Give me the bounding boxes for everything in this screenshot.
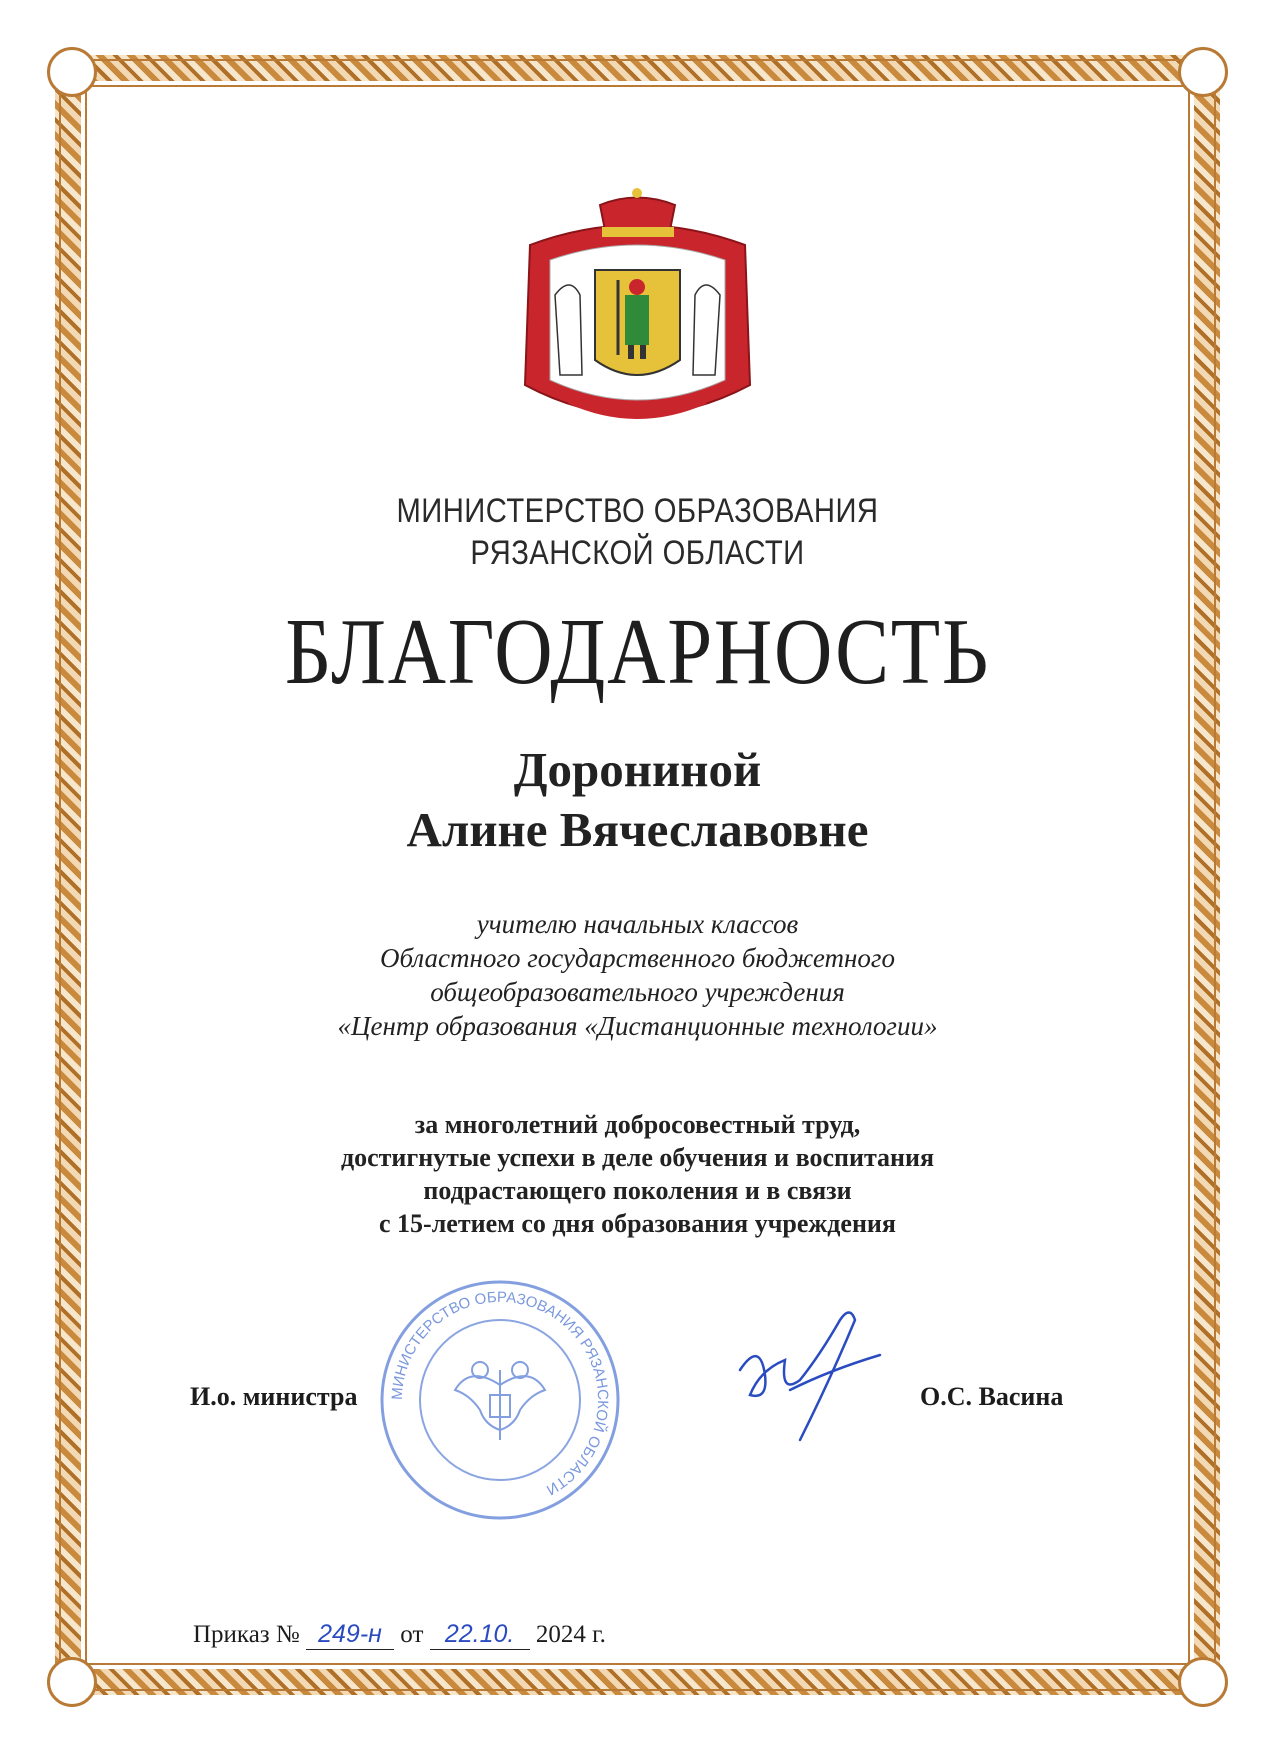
order-number: 249-н <box>306 1620 394 1650</box>
corner-ornament <box>47 47 97 97</box>
order-reference <box>193 1620 606 1650</box>
position-line: «Центр образования «Дистанционные технологии» <box>337 1011 938 1041</box>
position-line: общеобразовательного учреждения <box>430 977 845 1007</box>
reason-line: достигнутые успехи в деле обучения и воспитания <box>340 1143 935 1172</box>
recipient-name <box>0 740 1275 860</box>
order-prefix: Приказ № <box>193 1621 300 1648</box>
ministry-line-1: МИНИСТЕРСТВО ОБРАЗОВАНИЯ <box>396 492 879 530</box>
ministry-heading <box>89 490 1186 574</box>
order-date: 22.10. <box>430 1620 530 1650</box>
order-year: 2024 г. <box>535 1621 606 1648</box>
handwritten-signature <box>730 1300 890 1450</box>
reason-line: с 15-летием со дня образования учреждения <box>379 1209 896 1238</box>
coat-of-arms-emblem <box>510 185 765 450</box>
position-line: Областного государственного бюджетного <box>380 943 895 973</box>
reason-line: за многолетний добросовестный труд, <box>414 1110 861 1139</box>
award-reason <box>0 1108 1275 1240</box>
ministry-line-2: РЯЗАНСКОЙ ОБЛАСТИ <box>470 534 805 572</box>
document-title: БЛАГОДАРНОСТЬ <box>284 600 991 704</box>
seal-outer-text: МИНИСТЕРСТВО ОБРАЗОВАНИЯ РЯЗАНСКОЙ ОБЛАСТИ <box>388 1288 612 1499</box>
official-seal <box>375 1275 625 1525</box>
recipient-position <box>0 907 1275 1043</box>
corner-ornament <box>1178 1657 1228 1707</box>
position-line: учителю начальных классов <box>476 909 799 939</box>
order-from-label: от <box>400 1621 424 1648</box>
signatory-role: И.о. министра <box>190 1382 358 1411</box>
corner-ornament <box>47 1657 97 1707</box>
corner-ornament <box>1178 47 1228 97</box>
recipient-given-names: Алине Вячеславовне <box>406 802 869 857</box>
signatory-name: О.С. Васина <box>920 1382 1064 1411</box>
recipient-surname: Дорониной <box>513 742 762 797</box>
reason-line: подрастающего поколения и в связи <box>423 1176 852 1205</box>
